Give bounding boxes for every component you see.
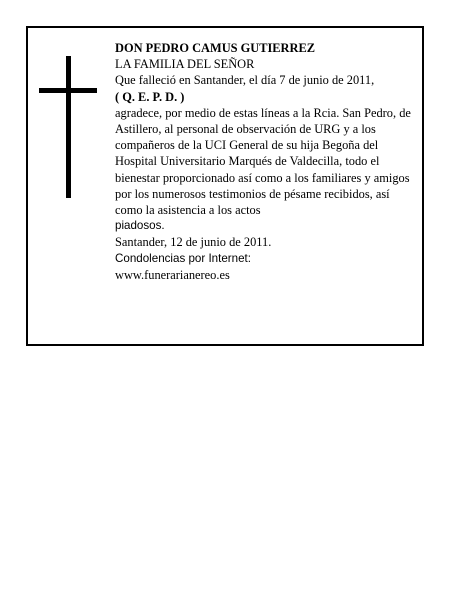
family-line: LA FAMILIA DEL SEÑOR <box>115 57 255 72</box>
website-link[interactable]: www.funerarianereo.es <box>115 267 230 282</box>
notice-text <box>115 40 415 283</box>
cross-vertical-bar <box>66 56 71 198</box>
deceased-name: DON PEDRO CAMUS GUTIERREZ <box>115 41 315 55</box>
cross-horizontal-bar <box>39 88 97 93</box>
death-line: Que falleció en Santander, el día 7 de junio de 2011, <box>115 73 375 88</box>
cross-icon <box>39 56 97 198</box>
obituary-notice <box>26 26 424 346</box>
rip-line: ( Q. E. P. D. ) <box>115 89 185 104</box>
thanks-paragraph: agradece, por medio de estas líneas a la Rcia. San Pedro, de Astillero, al personal de observación de URG y a los compañeros de la UCI General de su hija Begoña del Hospital Universitario Marqués de Valdecilla, todo el bienestar proporcionado así como a los familiares y amigos por los numerosos testimonios de pésame recibidos, así como la asistencia a los actos <box>115 105 411 218</box>
condolences-label: Condolencias por Internet: <box>115 251 251 265</box>
place-date: Santander, 12 de junio de 2011. <box>115 235 272 250</box>
thanks-end: piadosos. <box>115 219 165 233</box>
